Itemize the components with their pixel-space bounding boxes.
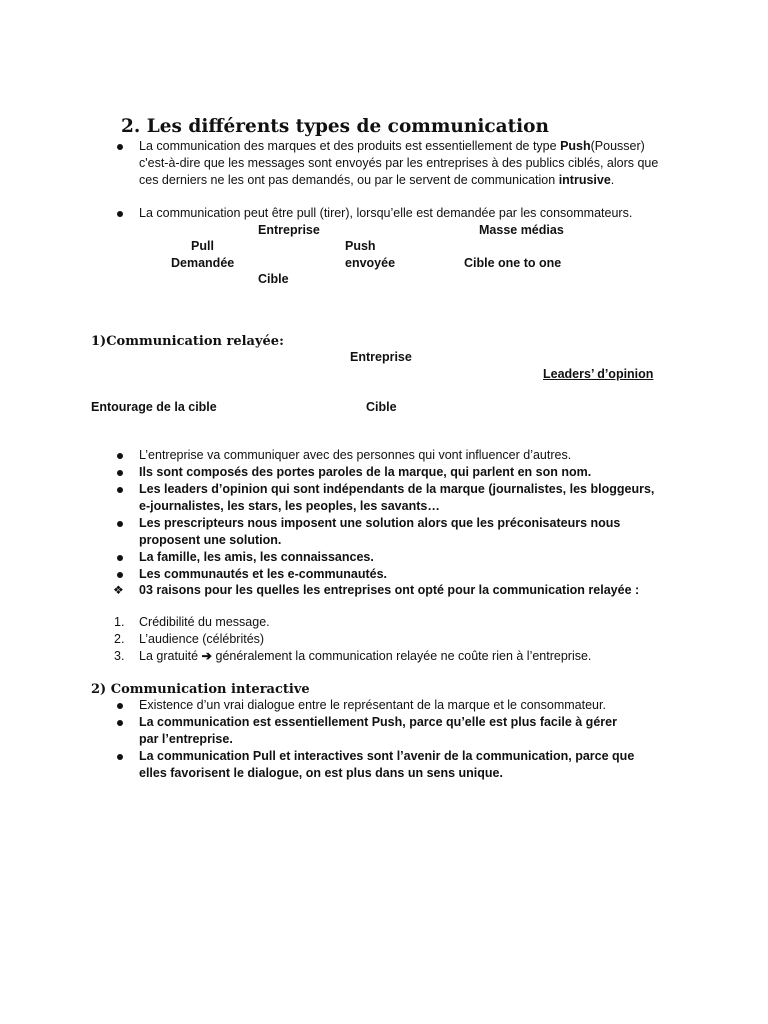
intro-text: La communication des marques et des produits est essentiellement de type [139, 139, 561, 153]
list-item: L’audience (célébrités) [139, 632, 265, 646]
bullet-icon [117, 487, 123, 493]
list-item: Les prescripteurs nous imposent une solution alors que les préconisateurs nous proposent une solution. [139, 516, 621, 547]
relay-entreprise: Entreprise [350, 350, 412, 364]
diagram-cible-one-to-one: Cible one to one [464, 256, 562, 270]
diamond-bullet-icon: ❖ [113, 583, 124, 597]
diagram-pull: Pull [191, 239, 214, 253]
bullet-icon [117, 211, 123, 217]
diagram-push: Push [345, 239, 376, 253]
list-item: Les communautés et les e-communautés. [139, 567, 387, 581]
diagram-envoyee: envoyée [345, 256, 396, 270]
intro-text-cont: (Pousser) c'est-à-dire que les messages sont envoyés par les entreprises à des publics ciblés, alors que ces derniers ne les ont pas demandés, ou par le servent de communication [139, 139, 659, 187]
list-item: Ils sont composés des portes paroles de la marque, qui parlent en son nom. [139, 465, 592, 479]
push-term: Push [560, 139, 591, 153]
relay-cible: Cible [366, 400, 397, 414]
section-heading-relayee: 1)Communication relayée: [91, 334, 284, 349]
list-number: 1. [114, 615, 125, 629]
intro-end: . [610, 173, 615, 187]
list-item: Les leaders d’opinion qui sont indépendants de la marque (journalistes, les bloggeurs, e-journalistes, les stars, les peoples, les savants… [139, 482, 655, 513]
bullet-icon [117, 703, 123, 709]
list-number: 2. [114, 632, 125, 646]
arrow-right-icon: ➔ [201, 649, 213, 663]
relay-entourage: Entourage de la cible [91, 400, 217, 414]
bullet-icon [117, 521, 123, 527]
intro-paragraph-2: La communication peut être pull (tirer), lorsqu’elle est demandée par les consommateurs. [139, 206, 633, 220]
list-item [139, 648, 591, 665]
relay-leaders: Leaders’ d’opinion [543, 367, 654, 381]
intrusive-term: intrusive [558, 173, 611, 187]
diagram-demandee: Demandée [171, 256, 235, 270]
bullet-icon [117, 754, 123, 760]
list-item: Existence d’un vrai dialogue entre le représentant de la marque et le consommateur. [139, 698, 606, 712]
bullet-icon [117, 720, 123, 726]
list-item: La communication Pull et interactives sont l’avenir de la communication, parce que elles favorisent le dialogue, on est plus dans un sens unique. [139, 749, 635, 780]
diagram-entreprise: Entreprise [258, 223, 320, 237]
list-item: La communication est essentiellement Push, parce qu’elle est plus facile à gérer par l’entreprise. [139, 715, 617, 746]
diagram-cible: Cible [258, 272, 289, 286]
list-item-text-rest: généralement la communication relayée ne coûte rien à l’entreprise. [212, 649, 592, 663]
section-heading-interactive: 2) Communication interactive [91, 682, 310, 697]
page-title: 2. Les différents types de communication [121, 116, 549, 137]
list-number: 3. [114, 649, 125, 663]
list-item: Crédibilité du message. [139, 615, 270, 629]
list-item: L’entreprise va communiquer avec des personnes qui vont influencer d’autres. [139, 448, 572, 462]
reasons-heading: 03 raisons pour les quelles les entreprises ont opté pour la communication relayée : [139, 583, 640, 597]
bullet-icon [117, 572, 123, 578]
bullet-icon [117, 555, 123, 561]
list-item-text: La gratuité [139, 649, 202, 663]
diagram-masse-medias: Masse médias [479, 223, 564, 237]
list-item: La famille, les amis, les connaissances. [139, 550, 374, 564]
intro-paragraph-1 [139, 138, 669, 189]
bullet-icon [117, 144, 123, 150]
bullet-icon [117, 470, 123, 476]
bullet-icon [117, 453, 123, 459]
